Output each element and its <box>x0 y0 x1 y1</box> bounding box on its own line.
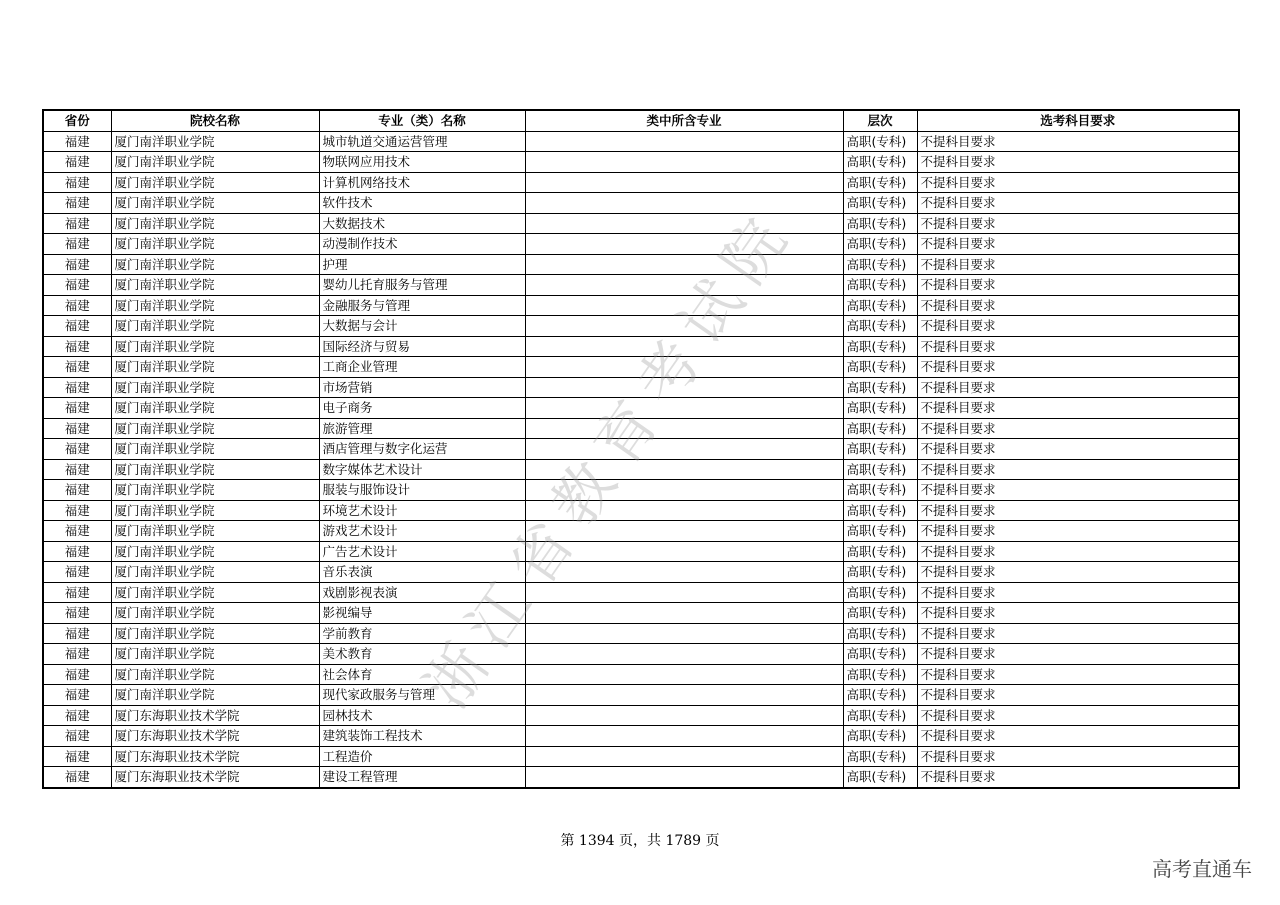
cell-school: 厦门南洋职业学院 <box>111 418 319 439</box>
cell-province: 福建 <box>43 131 111 152</box>
cell-major: 影视编导 <box>319 603 525 624</box>
table-row <box>43 767 1239 788</box>
cell-included-majors <box>525 562 843 583</box>
cell-province: 福建 <box>43 418 111 439</box>
cell-major: 游戏艺术设计 <box>319 521 525 542</box>
cell-major: 动漫制作技术 <box>319 234 525 255</box>
cell-included-majors <box>525 295 843 316</box>
cell-subject-requirements: 不提科目要求 <box>917 541 1239 562</box>
table-row <box>43 398 1239 419</box>
cell-school: 厦门东海职业技术学院 <box>111 767 319 788</box>
table-row <box>43 193 1239 214</box>
cell-school: 厦门南洋职业学院 <box>111 234 319 255</box>
cell-subject-requirements: 不提科目要求 <box>917 664 1239 685</box>
cell-included-majors <box>525 623 843 644</box>
cell-included-majors <box>525 213 843 234</box>
cell-school: 厦门南洋职业学院 <box>111 603 319 624</box>
cell-level: 高职(专科) <box>843 234 917 255</box>
cell-school: 厦门东海职业技术学院 <box>111 726 319 747</box>
cell-province: 福建 <box>43 336 111 357</box>
cell-level: 高职(专科) <box>843 131 917 152</box>
cell-school: 厦门南洋职业学院 <box>111 459 319 480</box>
cell-major: 学前教育 <box>319 623 525 644</box>
header-included-majors: 类中所含专业 <box>525 110 843 131</box>
cell-major: 计算机网络技术 <box>319 172 525 193</box>
cell-major: 婴幼儿托育服务与管理 <box>319 275 525 296</box>
cell-included-majors <box>525 705 843 726</box>
table-row <box>43 418 1239 439</box>
cell-included-majors <box>525 131 843 152</box>
header-province: 省份 <box>43 110 111 131</box>
cell-included-majors <box>525 398 843 419</box>
page-footer: 第 1394 页，共 1789 页 <box>560 833 720 849</box>
cell-subject-requirements: 不提科目要求 <box>917 377 1239 398</box>
cell-province: 福建 <box>43 500 111 521</box>
cell-major: 园林技术 <box>319 705 525 726</box>
table-row <box>43 664 1239 685</box>
cell-province: 福建 <box>43 254 111 275</box>
cell-level: 高职(专科) <box>843 644 917 665</box>
table-header <box>43 110 1239 131</box>
cell-school: 厦门南洋职业学院 <box>111 398 319 419</box>
cell-level: 高职(专科) <box>843 357 917 378</box>
table-row <box>43 746 1239 767</box>
header-major: 专业（类）名称 <box>319 110 525 131</box>
cell-subject-requirements: 不提科目要求 <box>917 459 1239 480</box>
table-row <box>43 336 1239 357</box>
cell-level: 高职(专科) <box>843 336 917 357</box>
table-row <box>43 275 1239 296</box>
cell-province: 福建 <box>43 746 111 767</box>
cell-level: 高职(专科) <box>843 254 917 275</box>
cell-included-majors <box>525 521 843 542</box>
cell-subject-requirements: 不提科目要求 <box>917 746 1239 767</box>
cell-major: 现代家政服务与管理 <box>319 685 525 706</box>
cell-major: 大数据技术 <box>319 213 525 234</box>
cell-level: 高职(专科) <box>843 213 917 234</box>
cell-level: 高职(专科) <box>843 705 917 726</box>
cell-school: 厦门南洋职业学院 <box>111 562 319 583</box>
cell-included-majors <box>525 582 843 603</box>
cell-school: 厦门南洋职业学院 <box>111 336 319 357</box>
table-row <box>43 213 1239 234</box>
cell-province: 福建 <box>43 316 111 337</box>
table-row <box>43 541 1239 562</box>
cell-level: 高职(专科) <box>843 521 917 542</box>
cell-level: 高职(专科) <box>843 377 917 398</box>
cell-included-majors <box>525 767 843 788</box>
cell-school: 厦门南洋职业学院 <box>111 480 319 501</box>
cell-included-majors <box>525 644 843 665</box>
cell-major: 软件技术 <box>319 193 525 214</box>
cell-school: 厦门南洋职业学院 <box>111 131 319 152</box>
cell-major: 物联网应用技术 <box>319 152 525 173</box>
cell-province: 福建 <box>43 726 111 747</box>
cell-level: 高职(专科) <box>843 152 917 173</box>
cell-included-majors <box>525 254 843 275</box>
cell-major: 护理 <box>319 254 525 275</box>
cell-major: 服装与服饰设计 <box>319 480 525 501</box>
cell-school: 厦门南洋职业学院 <box>111 644 319 665</box>
cell-province: 福建 <box>43 664 111 685</box>
cell-level: 高职(专科) <box>843 562 917 583</box>
cell-school: 厦门南洋职业学院 <box>111 582 319 603</box>
cell-province: 福建 <box>43 275 111 296</box>
table-row <box>43 582 1239 603</box>
cell-included-majors <box>525 480 843 501</box>
cell-level: 高职(专科) <box>843 316 917 337</box>
cell-school: 厦门南洋职业学院 <box>111 623 319 644</box>
cell-included-majors <box>525 193 843 214</box>
table-row <box>43 316 1239 337</box>
cell-major: 数字媒体艺术设计 <box>319 459 525 480</box>
cell-province: 福建 <box>43 193 111 214</box>
cell-province: 福建 <box>43 172 111 193</box>
cell-school: 厦门南洋职业学院 <box>111 316 319 337</box>
cell-level: 高职(专科) <box>843 746 917 767</box>
cell-school: 厦门东海职业技术学院 <box>111 746 319 767</box>
cell-subject-requirements: 不提科目要求 <box>917 685 1239 706</box>
table-row <box>43 603 1239 624</box>
cell-major: 金融服务与管理 <box>319 295 525 316</box>
table-row <box>43 623 1239 644</box>
cell-included-majors <box>525 541 843 562</box>
cell-subject-requirements: 不提科目要求 <box>917 439 1239 460</box>
cell-subject-requirements: 不提科目要求 <box>917 644 1239 665</box>
cell-province: 福建 <box>43 541 111 562</box>
cell-major: 大数据与会计 <box>319 316 525 337</box>
cell-subject-requirements: 不提科目要求 <box>917 357 1239 378</box>
cell-province: 福建 <box>43 644 111 665</box>
cell-province: 福建 <box>43 582 111 603</box>
cell-province: 福建 <box>43 357 111 378</box>
cell-province: 福建 <box>43 295 111 316</box>
cell-major: 酒店管理与数字化运营 <box>319 439 525 460</box>
cell-level: 高职(专科) <box>843 685 917 706</box>
cell-province: 福建 <box>43 213 111 234</box>
cell-province: 福建 <box>43 521 111 542</box>
cell-school: 厦门南洋职业学院 <box>111 664 319 685</box>
cell-subject-requirements: 不提科目要求 <box>917 521 1239 542</box>
cell-major: 国际经济与贸易 <box>319 336 525 357</box>
table-body <box>43 131 1239 788</box>
cell-included-majors <box>525 418 843 439</box>
cell-level: 高职(专科) <box>843 398 917 419</box>
cell-subject-requirements: 不提科目要求 <box>917 562 1239 583</box>
cell-school: 厦门南洋职业学院 <box>111 500 319 521</box>
cell-level: 高职(专科) <box>843 193 917 214</box>
table-row <box>43 644 1239 665</box>
cell-province: 福建 <box>43 603 111 624</box>
cell-level: 高职(专科) <box>843 459 917 480</box>
cell-major: 建设工程管理 <box>319 767 525 788</box>
cell-subject-requirements: 不提科目要求 <box>917 275 1239 296</box>
cell-subject-requirements: 不提科目要求 <box>917 316 1239 337</box>
table-row <box>43 377 1239 398</box>
cell-level: 高职(专科) <box>843 664 917 685</box>
cell-province: 福建 <box>43 234 111 255</box>
cell-subject-requirements: 不提科目要求 <box>917 623 1239 644</box>
cell-school: 厦门东海职业技术学院 <box>111 705 319 726</box>
table-row <box>43 726 1239 747</box>
watermark: 浙江省教育考试院 <box>411 195 809 721</box>
cell-subject-requirements: 不提科目要求 <box>917 336 1239 357</box>
cell-major: 城市轨道交通运营管理 <box>319 131 525 152</box>
cell-subject-requirements: 不提科目要求 <box>917 726 1239 747</box>
cell-major: 美术教育 <box>319 644 525 665</box>
cell-province: 福建 <box>43 767 111 788</box>
cell-school: 厦门南洋职业学院 <box>111 254 319 275</box>
cell-included-majors <box>525 275 843 296</box>
table-row <box>43 152 1239 173</box>
cell-subject-requirements: 不提科目要求 <box>917 603 1239 624</box>
cell-included-majors <box>525 336 843 357</box>
cell-subject-requirements: 不提科目要求 <box>917 254 1239 275</box>
cell-school: 厦门南洋职业学院 <box>111 152 319 173</box>
cell-included-majors <box>525 459 843 480</box>
cell-subject-requirements: 不提科目要求 <box>917 295 1239 316</box>
cell-included-majors <box>525 377 843 398</box>
cell-subject-requirements: 不提科目要求 <box>917 705 1239 726</box>
cell-included-majors <box>525 152 843 173</box>
cell-included-majors <box>525 234 843 255</box>
cell-school: 厦门南洋职业学院 <box>111 275 319 296</box>
cell-province: 福建 <box>43 459 111 480</box>
cell-school: 厦门南洋职业学院 <box>111 295 319 316</box>
cell-level: 高职(专科) <box>843 623 917 644</box>
table-row <box>43 295 1239 316</box>
cell-subject-requirements: 不提科目要求 <box>917 131 1239 152</box>
table-row <box>43 521 1239 542</box>
cell-included-majors <box>525 439 843 460</box>
cell-province: 福建 <box>43 377 111 398</box>
header-school: 院校名称 <box>111 110 319 131</box>
table-row <box>43 705 1239 726</box>
cell-level: 高职(专科) <box>843 582 917 603</box>
cell-school: 厦门南洋职业学院 <box>111 193 319 214</box>
cell-subject-requirements: 不提科目要求 <box>917 418 1239 439</box>
cell-major: 音乐表演 <box>319 562 525 583</box>
cell-subject-requirements: 不提科目要求 <box>917 767 1239 788</box>
cell-level: 高职(专科) <box>843 439 917 460</box>
cell-province: 福建 <box>43 623 111 644</box>
cell-included-majors <box>525 746 843 767</box>
cell-level: 高职(专科) <box>843 603 917 624</box>
table-row <box>43 439 1239 460</box>
cell-level: 高职(专科) <box>843 767 917 788</box>
table-row <box>43 562 1239 583</box>
cell-subject-requirements: 不提科目要求 <box>917 213 1239 234</box>
cell-school: 厦门南洋职业学院 <box>111 439 319 460</box>
table-row <box>43 685 1239 706</box>
cell-level: 高职(专科) <box>843 726 917 747</box>
cell-major: 戏剧影视表演 <box>319 582 525 603</box>
cell-province: 福建 <box>43 562 111 583</box>
cell-level: 高职(专科) <box>843 500 917 521</box>
cell-province: 福建 <box>43 152 111 173</box>
header-subject-requirements: 选考科目要求 <box>917 110 1239 131</box>
header-level: 层次 <box>843 110 917 131</box>
cell-level: 高职(专科) <box>843 480 917 501</box>
cell-included-majors <box>525 357 843 378</box>
cell-level: 高职(专科) <box>843 172 917 193</box>
cell-province: 福建 <box>43 398 111 419</box>
header-row <box>43 110 1239 131</box>
cell-subject-requirements: 不提科目要求 <box>917 193 1239 214</box>
cell-level: 高职(专科) <box>843 541 917 562</box>
cell-level: 高职(专科) <box>843 275 917 296</box>
cell-major: 工程造价 <box>319 746 525 767</box>
admission-requirements-table <box>42 109 1240 789</box>
cell-school: 厦门南洋职业学院 <box>111 357 319 378</box>
cell-included-majors <box>525 603 843 624</box>
cell-subject-requirements: 不提科目要求 <box>917 480 1239 501</box>
cell-province: 福建 <box>43 480 111 501</box>
cell-included-majors <box>525 664 843 685</box>
cell-province: 福建 <box>43 685 111 706</box>
cell-school: 厦门南洋职业学院 <box>111 521 319 542</box>
cell-major: 广告艺术设计 <box>319 541 525 562</box>
table-row <box>43 500 1239 521</box>
cell-subject-requirements: 不提科目要求 <box>917 234 1239 255</box>
table-row <box>43 357 1239 378</box>
cell-subject-requirements: 不提科目要求 <box>917 582 1239 603</box>
cell-school: 厦门南洋职业学院 <box>111 377 319 398</box>
cell-province: 福建 <box>43 705 111 726</box>
cell-major: 市场营销 <box>319 377 525 398</box>
table-row <box>43 254 1239 275</box>
cell-subject-requirements: 不提科目要求 <box>917 172 1239 193</box>
table-row <box>43 480 1239 501</box>
cell-included-majors <box>525 685 843 706</box>
cell-level: 高职(专科) <box>843 295 917 316</box>
cell-major: 环境艺术设计 <box>319 500 525 521</box>
brand-logo-text: 高考直通车 <box>1152 857 1252 881</box>
cell-school: 厦门南洋职业学院 <box>111 213 319 234</box>
cell-major: 电子商务 <box>319 398 525 419</box>
cell-included-majors <box>525 500 843 521</box>
cell-subject-requirements: 不提科目要求 <box>917 398 1239 419</box>
cell-subject-requirements: 不提科目要求 <box>917 152 1239 173</box>
table-row <box>43 172 1239 193</box>
cell-subject-requirements: 不提科目要求 <box>917 500 1239 521</box>
cell-major: 工商企业管理 <box>319 357 525 378</box>
cell-included-majors <box>525 316 843 337</box>
cell-school: 厦门南洋职业学院 <box>111 685 319 706</box>
cell-major: 旅游管理 <box>319 418 525 439</box>
cell-school: 厦门南洋职业学院 <box>111 541 319 562</box>
cell-major: 建筑装饰工程技术 <box>319 726 525 747</box>
table-row <box>43 131 1239 152</box>
cell-school: 厦门南洋职业学院 <box>111 172 319 193</box>
cell-level: 高职(专科) <box>843 418 917 439</box>
table-row <box>43 234 1239 255</box>
cell-major: 社会体育 <box>319 664 525 685</box>
table-row <box>43 459 1239 480</box>
cell-included-majors <box>525 172 843 193</box>
cell-included-majors <box>525 726 843 747</box>
cell-province: 福建 <box>43 439 111 460</box>
